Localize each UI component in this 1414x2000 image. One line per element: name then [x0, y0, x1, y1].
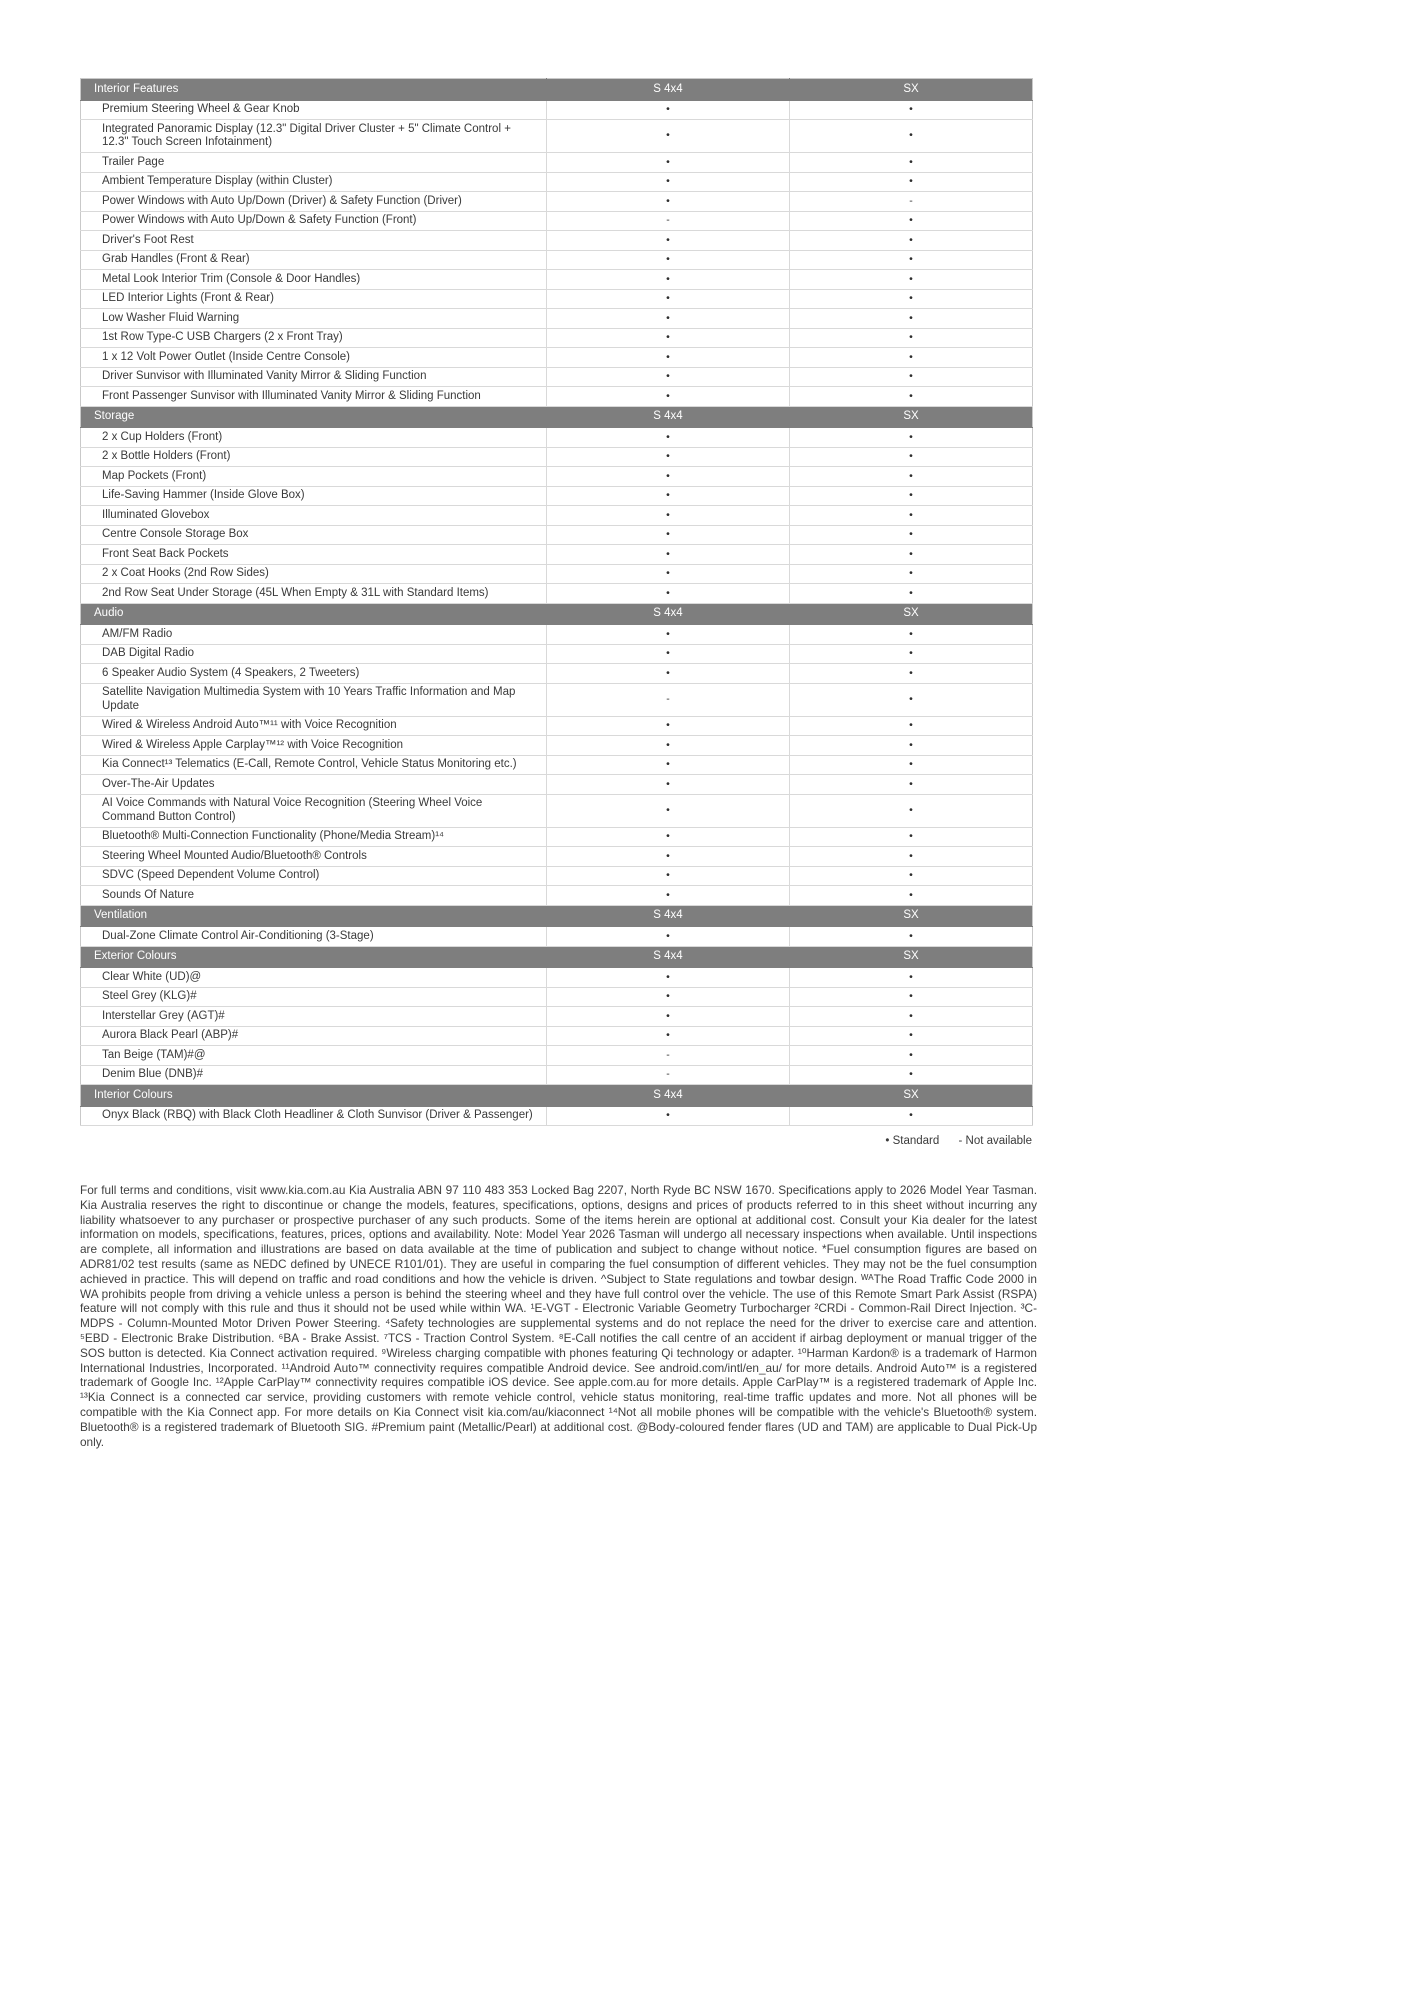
- spec-table: [80, 78, 1033, 1126]
- availability-sx: •: [790, 1046, 1033, 1066]
- feature-row: [81, 847, 1033, 867]
- availability-s4x4: •: [547, 545, 790, 565]
- feature-row: [81, 987, 1033, 1007]
- feature-row: [81, 1046, 1033, 1066]
- availability-sx: •: [790, 736, 1033, 756]
- availability-sx: •: [790, 564, 1033, 584]
- availability-sx: •: [790, 231, 1033, 251]
- availability-sx: •: [790, 525, 1033, 545]
- feature-row: [81, 545, 1033, 565]
- feature-row: [81, 886, 1033, 906]
- feature-row: [81, 153, 1033, 173]
- feature-row: [81, 1106, 1033, 1126]
- feature-name: Interstellar Grey (AGT)#: [81, 1007, 547, 1027]
- feature-row: [81, 100, 1033, 120]
- availability-sx: •: [790, 987, 1033, 1007]
- availability-s4x4: •: [547, 153, 790, 173]
- feature-row: [81, 625, 1033, 645]
- feature-row: [81, 716, 1033, 736]
- section-header-row: [81, 946, 1033, 968]
- availability-s4x4: •: [547, 309, 790, 329]
- feature-name: Life-Saving Hammer (Inside Glove Box): [81, 486, 547, 506]
- section-title: Interior Colours: [81, 1085, 547, 1107]
- feature-name: SDVC (Speed Dependent Volume Control): [81, 866, 547, 886]
- feature-row: [81, 250, 1033, 270]
- feature-name: Aurora Black Pearl (ABP)#: [81, 1026, 547, 1046]
- feature-row: [81, 664, 1033, 684]
- feature-row: [81, 231, 1033, 251]
- availability-s4x4: •: [547, 968, 790, 988]
- feature-name: Integrated Panoramic Display (12.3" Digital Driver Cluster + 5" Climate Control + 12.3" Touch Screen Infotainment): [81, 120, 547, 153]
- feature-name: Driver's Foot Rest: [81, 231, 547, 251]
- availability-s4x4: •: [547, 927, 790, 947]
- feature-name: 2 x Coat Hooks (2nd Row Sides): [81, 564, 547, 584]
- feature-name: Ambient Temperature Display (within Cluster): [81, 172, 547, 192]
- availability-s4x4: •: [547, 270, 790, 290]
- feature-row: [81, 367, 1033, 387]
- feature-row: [81, 387, 1033, 407]
- legend-standard: • Standard: [885, 1135, 940, 1147]
- availability-s4x4: •: [547, 525, 790, 545]
- feature-name: Power Windows with Auto Up/Down (Driver) & Safety Function (Driver): [81, 192, 547, 212]
- terms-and-conditions-paragraph: For full terms and conditions, visit www.kia.com.au Kia Australia ABN 97 110 483 353 Locked Bag 2207, North Ryde BC NSW 1670. Specifications apply to 2026 Model Year Tasman. Kia Australia reserves the right to discontinue or change the models, features, specifications, options, designs and prices of products referred to in this sheet without incurring any liability whatsoever to any purchaser or prospective purchaser of any such products. Some of the items herein are optional at additional cost. Consult your Kia dealer for the latest information on models, specifications, features, prices, options and availability. Note: Model Year 2026 Tasman will undergo all necessary inspections when available. Until inspections are complete, all information and illustrations are based on data available at the time of publication and subject to change without notice. *Fuel consumption figures are based on ADR81/02 test results (same as NEDC defined by UNECE R101/01). They are useful in comparing the fuel consumption of different vehicles. They may not be the fuel consumption achieved in practice. This will depend on traffic and road conditions and how the vehicle is driven. ^Subject to State regulations and towbar design. ᵂᴬThe Road Traffic Code 2000 in WA prohibits people from driving a vehicle unless a person is behind the steering wheel and they have full control over the vehicle. The use of this Remote Smart Park Assist (RSPA) feature will not comply with this rule and thus it should not be used while within WA. ¹E-VGT - Electronic Variable Geometry Turbocharger ²CRDi - Common-Rail Direct Injection. ³C-MDPS - Column-Mounted Motor Driven Power Steering. ⁴Safety technologies are supplemental systems and do not replace the need for the driver to exercise care and attention. ⁵EBD - Electronic Brake Distribution. ⁶BA - Brake Assist. ⁷TCS - Traction Control System. ⁸E-Call notifies the call centre of an accident if airbag deployment or manual trigger of the SOS button is detected. Kia Connect activation required. ⁹Wireless charging compatible with phones featuring Qi technology or adapter. ¹⁰Harman Kardon® is a trademark of Harmon International Industries, Incorporated. ¹¹Android Auto™ connectivity requires compatible Android device. See android.com/intl/en_au/ for more details. Android Auto™ is a registered trademark of Google Inc. ¹²Apple CarPlay™ connectivity requires compatible iOS device. See apple.com.au for more details. Apple CarPlay™ is a registered trademark of Apple Inc. ¹³Kia Connect is a connected car service, providing customers with remote vehicle control, vehicle status monitoring, real-time traffic updates and more. Not all phones will be compatible with the Kia Connect app. For more details on Kia Connect visit kia.com/au/kiaconnect ¹⁴Not all mobile phones will be compatible with the vehicle's Bluetooth® system. Bluetooth® is a registered trademark of Bluetooth SIG. #Premium paint (Metallic/Pearl) at additional cost. @Body-coloured fender flares (UD and TAM) are applicable to Dual Pick-Up only.: [80, 1183, 1037, 1449]
- availability-sx: •: [790, 775, 1033, 795]
- feature-name: Sounds Of Nature: [81, 886, 547, 906]
- availability-sx: •: [790, 250, 1033, 270]
- feature-name: Tan Beige (TAM)#@: [81, 1046, 547, 1066]
- feature-name: Trailer Page: [81, 153, 547, 173]
- availability-s4x4: •: [547, 584, 790, 604]
- feature-name: Driver Sunvisor with Illuminated Vanity Mirror & Sliding Function: [81, 367, 547, 387]
- legend-not-available: - Not available: [958, 1135, 1032, 1147]
- feature-row: [81, 866, 1033, 886]
- availability-s4x4: -: [547, 683, 790, 716]
- feature-row: [81, 270, 1033, 290]
- availability-s4x4: -: [547, 1046, 790, 1066]
- section-title: Exterior Colours: [81, 946, 547, 968]
- availability-s4x4: •: [547, 120, 790, 153]
- column-header-sx: SX: [790, 603, 1033, 625]
- column-header-s4x4: S 4x4: [547, 1085, 790, 1107]
- availability-sx: •: [790, 211, 1033, 231]
- feature-name: Front Seat Back Pockets: [81, 545, 547, 565]
- section-title: Audio: [81, 603, 547, 625]
- section-header-row: [81, 603, 1033, 625]
- feature-name: Wired & Wireless Android Auto™¹¹ with Voice Recognition: [81, 716, 547, 736]
- availability-sx: •: [790, 716, 1033, 736]
- section-title: Ventilation: [81, 905, 547, 927]
- availability-sx: •: [790, 270, 1033, 290]
- feature-name: 1st Row Type-C USB Chargers (2 x Front Tray): [81, 328, 547, 348]
- feature-row: [81, 1065, 1033, 1085]
- column-header-s4x4: S 4x4: [547, 406, 790, 428]
- feature-name: Front Passenger Sunvisor with Illuminated Vanity Mirror & Sliding Function: [81, 387, 547, 407]
- feature-row: [81, 775, 1033, 795]
- availability-s4x4: •: [547, 486, 790, 506]
- availability-sx: •: [790, 367, 1033, 387]
- availability-sx: •: [790, 153, 1033, 173]
- availability-sx: -: [790, 192, 1033, 212]
- feature-row: [81, 755, 1033, 775]
- feature-row: [81, 927, 1033, 947]
- feature-name: 2 x Cup Holders (Front): [81, 428, 547, 448]
- availability-sx: •: [790, 467, 1033, 487]
- availability-sx: •: [790, 847, 1033, 867]
- availability-sx: •: [790, 683, 1033, 716]
- feature-name: Low Washer Fluid Warning: [81, 309, 547, 329]
- availability-s4x4: •: [547, 1106, 790, 1126]
- feature-row: [81, 525, 1033, 545]
- feature-row: [81, 644, 1033, 664]
- section-title: Storage: [81, 406, 547, 428]
- availability-sx: •: [790, 545, 1033, 565]
- feature-name: Over-The-Air Updates: [81, 775, 547, 795]
- availability-sx: •: [790, 827, 1033, 847]
- availability-s4x4: •: [547, 367, 790, 387]
- feature-name: Bluetooth® Multi-Connection Functionality (Phone/Media Stream)¹⁴: [81, 827, 547, 847]
- availability-sx: •: [790, 506, 1033, 526]
- availability-sx: •: [790, 794, 1033, 827]
- feature-row: [81, 192, 1033, 212]
- availability-sx: •: [790, 866, 1033, 886]
- availability-s4x4: •: [547, 755, 790, 775]
- availability-sx: •: [790, 309, 1033, 329]
- availability-sx: •: [790, 289, 1033, 309]
- feature-name: Wired & Wireless Apple Carplay™¹² with Voice Recognition: [81, 736, 547, 756]
- column-header-s4x4: S 4x4: [547, 79, 790, 101]
- availability-s4x4: •: [547, 428, 790, 448]
- feature-name: DAB Digital Radio: [81, 644, 547, 664]
- availability-s4x4: •: [547, 348, 790, 368]
- feature-row: [81, 211, 1033, 231]
- feature-name: Power Windows with Auto Up/Down & Safety Function (Front): [81, 211, 547, 231]
- availability-s4x4: •: [547, 172, 790, 192]
- feature-name: Kia Connect¹³ Telematics (E-Call, Remote Control, Vehicle Status Monitoring etc.): [81, 755, 547, 775]
- column-header-sx: SX: [790, 1085, 1033, 1107]
- feature-name: AI Voice Commands with Natural Voice Recognition (Steering Wheel Voice Command Button Control): [81, 794, 547, 827]
- column-header-sx: SX: [790, 905, 1033, 927]
- feature-row: [81, 968, 1033, 988]
- feature-row: [81, 584, 1033, 604]
- availability-s4x4: •: [547, 100, 790, 120]
- availability-s4x4: •: [547, 564, 790, 584]
- feature-name: Premium Steering Wheel & Gear Knob: [81, 100, 547, 120]
- availability-sx: •: [790, 387, 1033, 407]
- availability-s4x4: •: [547, 736, 790, 756]
- feature-row: [81, 486, 1033, 506]
- feature-name: 6 Speaker Audio System (4 Speakers, 2 Tweeters): [81, 664, 547, 684]
- feature-name: Satellite Navigation Multimedia System with 10 Years Traffic Information and Map Update: [81, 683, 547, 716]
- availability-s4x4: •: [547, 987, 790, 1007]
- availability-s4x4: •: [547, 866, 790, 886]
- feature-name: Map Pockets (Front): [81, 467, 547, 487]
- section-title: Interior Features: [81, 79, 547, 101]
- feature-name: Grab Handles (Front & Rear): [81, 250, 547, 270]
- availability-s4x4: •: [547, 447, 790, 467]
- availability-s4x4: •: [547, 886, 790, 906]
- availability-sx: •: [790, 664, 1033, 684]
- feature-row: [81, 564, 1033, 584]
- feature-row: [81, 794, 1033, 827]
- feature-row: [81, 328, 1033, 348]
- feature-name: Steel Grey (KLG)#: [81, 987, 547, 1007]
- availability-sx: •: [790, 486, 1033, 506]
- availability-sx: •: [790, 1026, 1033, 1046]
- feature-name: 2 x Bottle Holders (Front): [81, 447, 547, 467]
- availability-s4x4: •: [547, 794, 790, 827]
- availability-s4x4: •: [547, 387, 790, 407]
- feature-row: [81, 683, 1033, 716]
- availability-sx: •: [790, 968, 1033, 988]
- feature-name: Steering Wheel Mounted Audio/Bluetooth® Controls: [81, 847, 547, 867]
- feature-row: [81, 348, 1033, 368]
- legend: [80, 1135, 1032, 1147]
- section-header-row: [81, 1085, 1033, 1107]
- availability-sx: •: [790, 1065, 1033, 1085]
- column-header-s4x4: S 4x4: [547, 905, 790, 927]
- availability-s4x4: •: [547, 467, 790, 487]
- availability-s4x4: •: [547, 625, 790, 645]
- feature-row: [81, 172, 1033, 192]
- feature-name: Illuminated Glovebox: [81, 506, 547, 526]
- availability-sx: •: [790, 1007, 1033, 1027]
- feature-name: Clear White (UD)@: [81, 968, 547, 988]
- feature-row: [81, 1026, 1033, 1046]
- availability-sx: •: [790, 1106, 1033, 1126]
- feature-name: AM/FM Radio: [81, 625, 547, 645]
- feature-row: [81, 120, 1033, 153]
- availability-sx: •: [790, 120, 1033, 153]
- availability-s4x4: •: [547, 644, 790, 664]
- feature-name: LED Interior Lights (Front & Rear): [81, 289, 547, 309]
- feature-name: Onyx Black (RBQ) with Black Cloth Headliner & Cloth Sunvisor (Driver & Passenger): [81, 1106, 547, 1126]
- availability-s4x4: •: [547, 775, 790, 795]
- availability-sx: •: [790, 755, 1033, 775]
- availability-sx: •: [790, 625, 1033, 645]
- availability-s4x4: •: [547, 289, 790, 309]
- spec-table-body: [81, 79, 1033, 1126]
- availability-sx: •: [790, 172, 1033, 192]
- availability-s4x4: •: [547, 506, 790, 526]
- section-header-row: [81, 406, 1033, 428]
- availability-s4x4: •: [547, 1007, 790, 1027]
- availability-sx: •: [790, 428, 1033, 448]
- section-header-row: [81, 905, 1033, 927]
- availability-s4x4: •: [547, 1026, 790, 1046]
- column-header-sx: SX: [790, 79, 1033, 101]
- availability-s4x4: •: [547, 847, 790, 867]
- column-header-s4x4: S 4x4: [547, 603, 790, 625]
- availability-s4x4: -: [547, 211, 790, 231]
- feature-row: [81, 827, 1033, 847]
- availability-s4x4: •: [547, 250, 790, 270]
- feature-name: Dual-Zone Climate Control Air-Conditioning (3-Stage): [81, 927, 547, 947]
- availability-s4x4: •: [547, 328, 790, 348]
- feature-row: [81, 309, 1033, 329]
- feature-row: [81, 467, 1033, 487]
- availability-sx: •: [790, 100, 1033, 120]
- section-header-row: [81, 79, 1033, 101]
- feature-row: [81, 506, 1033, 526]
- feature-name: 1 x 12 Volt Power Outlet (Inside Centre Console): [81, 348, 547, 368]
- feature-name: Denim Blue (DNB)#: [81, 1065, 547, 1085]
- feature-row: [81, 1007, 1033, 1027]
- availability-sx: •: [790, 886, 1033, 906]
- availability-sx: •: [790, 927, 1033, 947]
- availability-s4x4: •: [547, 827, 790, 847]
- feature-name: Metal Look Interior Trim (Console & Door Handles): [81, 270, 547, 290]
- feature-name: Centre Console Storage Box: [81, 525, 547, 545]
- availability-sx: •: [790, 348, 1033, 368]
- availability-sx: •: [790, 584, 1033, 604]
- feature-row: [81, 447, 1033, 467]
- availability-sx: •: [790, 328, 1033, 348]
- feature-row: [81, 736, 1033, 756]
- availability-sx: •: [790, 447, 1033, 467]
- column-header-sx: SX: [790, 406, 1033, 428]
- feature-name: 2nd Row Seat Under Storage (45L When Empty & 31L with Standard Items): [81, 584, 547, 604]
- availability-s4x4: •: [547, 192, 790, 212]
- availability-s4x4: •: [547, 664, 790, 684]
- availability-s4x4: •: [547, 231, 790, 251]
- availability-s4x4: •: [547, 716, 790, 736]
- column-header-s4x4: S 4x4: [547, 946, 790, 968]
- feature-row: [81, 289, 1033, 309]
- feature-row: [81, 428, 1033, 448]
- column-header-sx: SX: [790, 946, 1033, 968]
- availability-s4x4: -: [547, 1065, 790, 1085]
- availability-sx: •: [790, 644, 1033, 664]
